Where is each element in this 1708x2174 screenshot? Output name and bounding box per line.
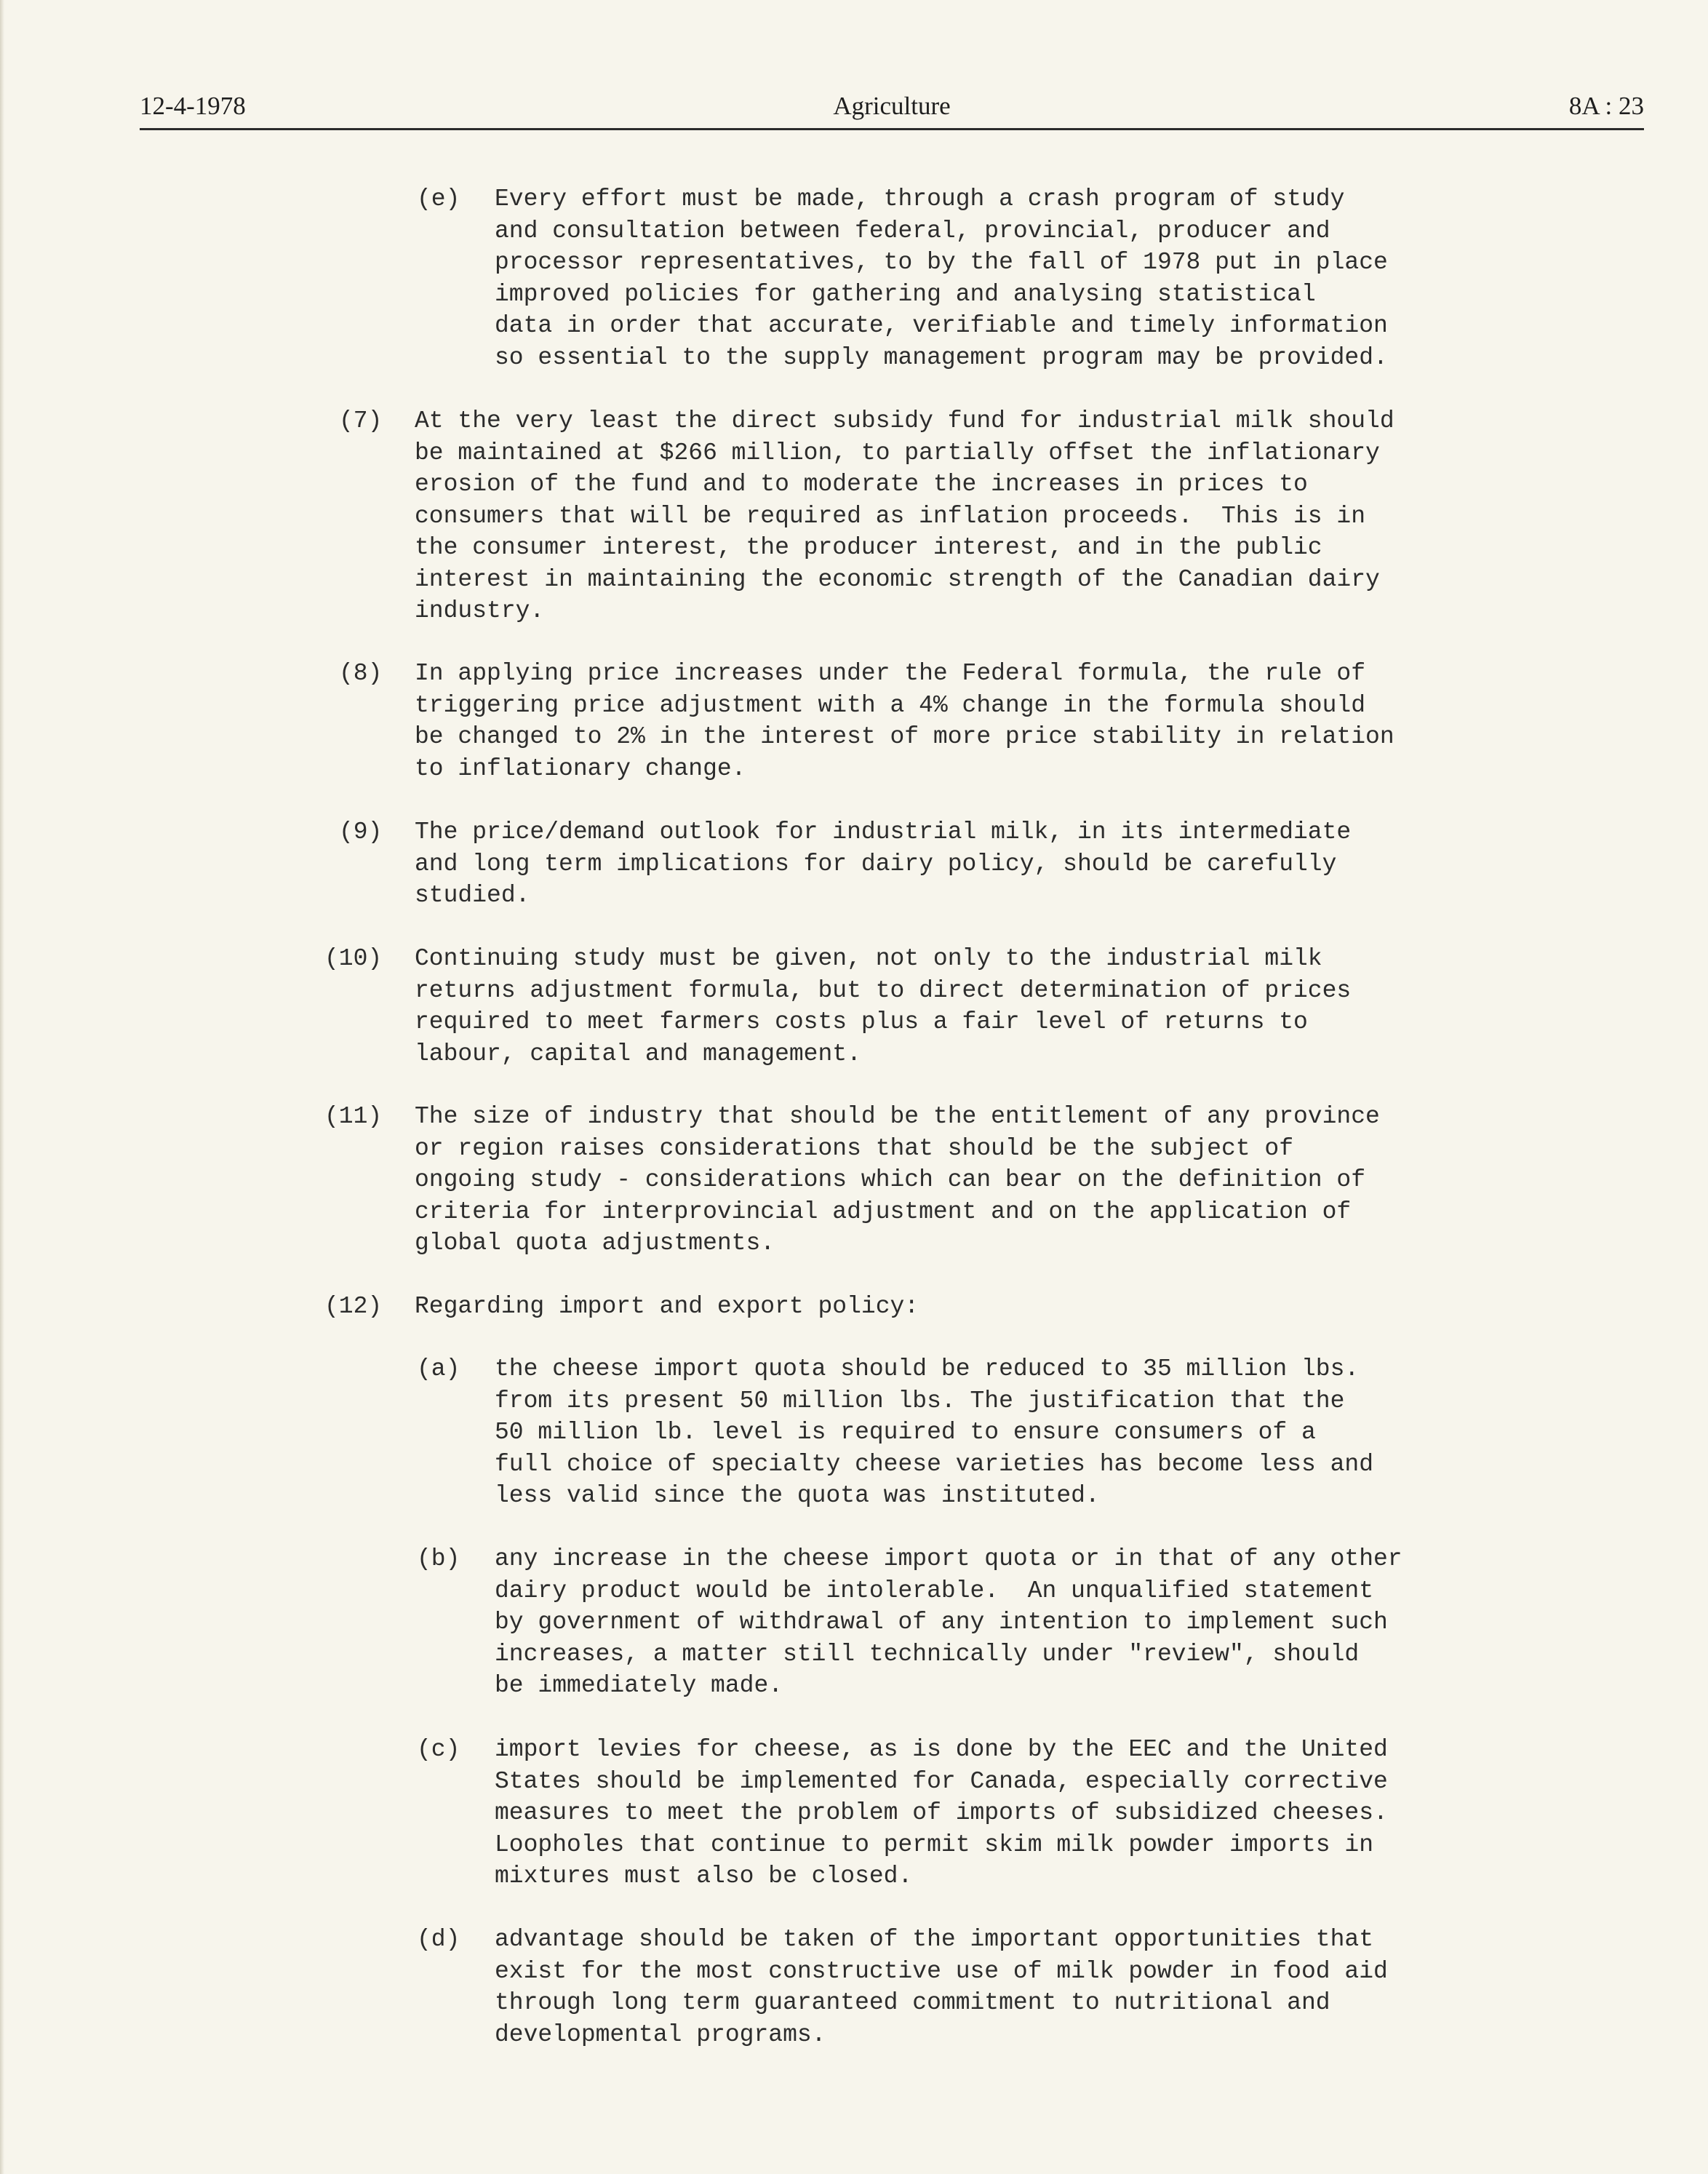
text-line: criteria for interprovincial adjustment and on the application of	[415, 1198, 1352, 1225]
item-label: (d)	[417, 1926, 460, 1953]
text-line: In applying price increases under the Federal formula, the rule of	[415, 660, 1366, 687]
text-line: improved policies for gathering and analysing statistical	[495, 280, 1316, 308]
text-line: The size of industry that should be the entitlement of any province	[415, 1103, 1380, 1130]
text-line: so essential to the supply management program may be provided.	[495, 343, 1388, 371]
header-title: Agriculture	[833, 92, 951, 120]
text-line: be immediately made.	[495, 1672, 783, 1699]
text-line: or region raises considerations that should be the subject of	[415, 1134, 1293, 1162]
item-label: (a)	[417, 1355, 460, 1382]
text-line: required to meet farmers costs plus a fair level of returns to	[415, 1008, 1308, 1035]
text-line: any increase in the cheese import quota or in that of any other	[495, 1545, 1402, 1572]
item-text	[495, 1543, 1402, 1702]
text-line: mixtures must also be closed.	[495, 1863, 913, 1890]
text-line: States should be implemented for Canada, especially corrective	[495, 1767, 1388, 1795]
text-line: full choice of specialty cheese varieties has become less and	[495, 1450, 1373, 1478]
text-line: triggering price adjustment with a 4% change in the formula should	[415, 691, 1366, 719]
text-line: Regarding import and export policy:	[415, 1293, 919, 1320]
text-line: advantage should be taken of the important opportunities that	[495, 1926, 1373, 1953]
text-line: increases, a matter still technically under "review", should	[495, 1640, 1360, 1668]
item-text	[415, 816, 1351, 912]
text-line: less valid since the quota was instituted.	[495, 1482, 1100, 1509]
text-line: data in order that accurate, verifiable and timely information	[495, 312, 1388, 339]
text-line: 50 million lb. level is required to ensure consumers of a	[495, 1419, 1316, 1446]
text-line: erosion of the fund and to moderate the increases in prices to	[415, 471, 1308, 498]
item-text	[495, 1353, 1373, 1512]
item-text	[415, 1291, 919, 1323]
text-line: by government of withdrawal of any intention to implement such	[495, 1609, 1388, 1636]
text-line: returns adjustment formula, but to direct determination of prices	[415, 976, 1352, 1004]
text-line: Every effort must be made, through a crash program of study	[495, 186, 1345, 212]
item-label: (12)	[324, 1293, 383, 1320]
text-line: from its present 50 million lbs. The justification that the	[495, 1387, 1345, 1414]
text-line: industry.	[415, 597, 545, 624]
item-text	[415, 405, 1394, 627]
text-line: and consultation between federal, provincial, producer and	[495, 217, 1330, 244]
text-line: be maintained at $266 million, to partially offset the inflationary	[415, 439, 1380, 466]
item-text	[415, 943, 1351, 1070]
item-text	[495, 183, 1388, 373]
text-line: global quota adjustments.	[415, 1230, 775, 1257]
text-line: exist for the most constructive use of milk powder in food aid	[495, 1957, 1388, 1985]
text-line: interest in maintaining the economic strength of the Canadian dairy	[415, 565, 1380, 593]
item-label: (8)	[339, 660, 383, 687]
item-text	[495, 1734, 1388, 1892]
item-label: (c)	[417, 1736, 460, 1763]
text-line: studied.	[415, 882, 530, 909]
text-line: and long term implications for dairy policy, should be carefully	[415, 850, 1337, 877]
text-line: developmental programs.	[495, 2020, 826, 2048]
item-label: (9)	[339, 819, 383, 845]
text-line: consumers that will be required as inflation proceeds. This is in	[415, 502, 1366, 530]
text-line: The price/demand outlook for industrial milk, in its intermediate	[415, 819, 1352, 845]
header-page-number: 8A : 23	[1568, 92, 1644, 120]
item-label: (7)	[339, 407, 383, 434]
text-line: the consumer interest, the producer interest, and in the public	[415, 534, 1322, 561]
text-line: through long term guaranteed commitment to nutritional and	[495, 1989, 1330, 2016]
text-line: Continuing study must be given, not only to the industrial milk	[415, 945, 1322, 972]
text-line: import levies for cheese, as is done by the EEC and the United	[495, 1736, 1388, 1763]
text-line: the cheese import quota should be reduced to 35 million lbs.	[495, 1355, 1360, 1382]
text-line: At the very least the direct subsidy fund for industrial milk should	[415, 407, 1394, 434]
item-text	[415, 658, 1394, 784]
text-line: to inflationary change.	[415, 754, 746, 782]
text-line: processor representatives, to by the fall of 1978 put in place	[495, 249, 1388, 276]
text-line: be changed to 2% in the interest of more price stability in relation	[415, 723, 1394, 750]
header-date: 12-4-1978	[140, 92, 246, 120]
item-text	[495, 1924, 1388, 2050]
text-line: measures to meet the problem of imports of subsidized cheeses.	[495, 1799, 1388, 1826]
text-line: labour, capital and management.	[415, 1040, 861, 1067]
text-line: Loopholes that continue to permit skim milk powder imports in	[495, 1831, 1373, 1858]
text-line: dairy product would be intolerable. An unqualified statement	[495, 1577, 1373, 1604]
item-label: (10)	[324, 945, 383, 972]
item-label: (b)	[417, 1545, 460, 1572]
text-line: ongoing study - considerations which can bear on the definition of	[415, 1166, 1366, 1193]
item-label: (e)	[417, 186, 460, 212]
item-text	[415, 1101, 1380, 1259]
item-label: (11)	[324, 1103, 383, 1130]
